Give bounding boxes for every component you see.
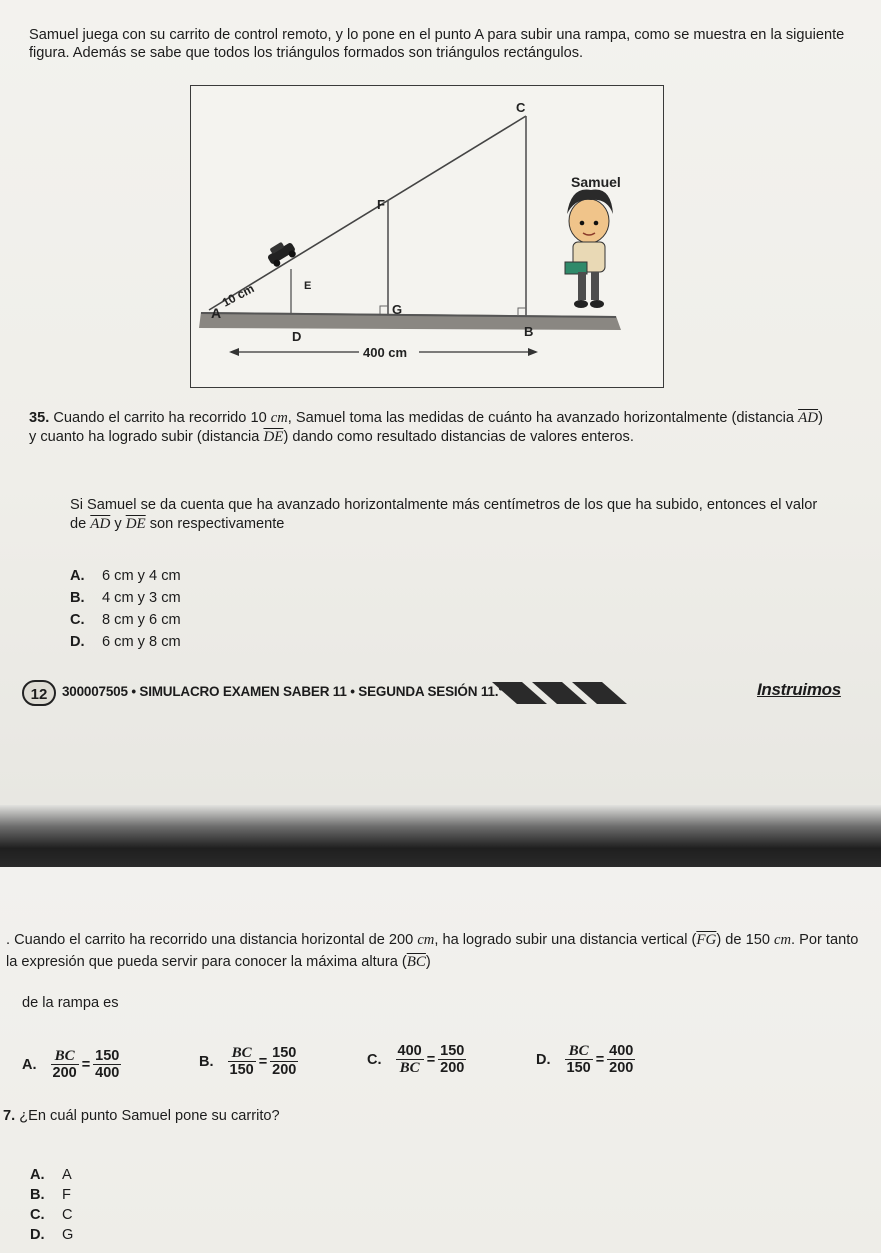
q36-lead: .: [6, 932, 11, 948]
question-35: [29, 409, 829, 447]
label-g: G: [392, 302, 403, 317]
q35-text-1: Cuando el carrito ha recorrido 10: [53, 410, 271, 426]
fraction-right: [270, 1045, 298, 1078]
q36-unit-2: cm: [774, 932, 792, 948]
dim-arrow-right: [528, 348, 538, 356]
question-37-text: ¿En cuál punto Samuel pone su carrito?: [19, 1108, 280, 1124]
toy-car-icon: [264, 238, 298, 269]
denominator: 200: [609, 1060, 634, 1076]
option-letter: C.: [70, 612, 85, 628]
question-35-prompt: [70, 496, 832, 534]
option-letter: D.: [70, 634, 85, 650]
numerator: BC: [228, 1045, 256, 1062]
numerator: 150: [272, 1045, 297, 1061]
prompt-segment-ad: $\overline{AD}$: [90, 516, 111, 532]
denominator: 200: [52, 1065, 77, 1081]
intro-paragraph: Samuel juega con su carrito de control remoto, y lo pone en el punto A para subir una rampa, como se muestra en la siguiente figura. Además se sabe que todos los triángulos formados son triángulos rectángulos.: [29, 27, 845, 61]
ramp-figure: [190, 85, 664, 388]
denominator: 200: [272, 1062, 297, 1078]
label-f: F: [377, 197, 385, 212]
option-letter: A.: [30, 1167, 45, 1183]
q36-text-4: . Por tanto la expresión que pueda servir para conocer la máxima altura (: [6, 932, 859, 970]
label-d: D: [292, 329, 302, 344]
option-letter: A.: [70, 568, 85, 584]
numerator: BC: [51, 1048, 79, 1065]
q35-text-3: ) y cuanto ha logrado subir (distancia: [29, 410, 823, 445]
option-text: 8 cm y 6 cm: [102, 612, 181, 628]
option-letter: B.: [199, 1053, 214, 1070]
question-36: [6, 929, 866, 973]
q35-prompt-text-2: son respectivamente: [145, 516, 285, 532]
fraction-right: [438, 1043, 466, 1076]
q35-prompt-and: y: [110, 516, 126, 532]
q36-option-a[interactable]: [22, 1048, 121, 1081]
option-letter: D.: [536, 1051, 551, 1068]
label-a: A: [211, 305, 222, 321]
option-text: 6 cm y 8 cm: [102, 634, 181, 650]
denominator: 150: [566, 1060, 591, 1076]
segment-fg-label: $\overline{FG}$: [696, 932, 717, 948]
q36-option-d[interactable]: [536, 1043, 635, 1076]
question-37-number: 7.: [3, 1108, 16, 1124]
q37-option-a[interactable]: [30, 1167, 72, 1183]
page-footer: [22, 680, 852, 706]
segment-de-label: $\overline{DE}$: [263, 429, 284, 445]
q37-option-c[interactable]: [30, 1207, 73, 1223]
option-text: C: [62, 1207, 73, 1223]
page-gap-shadow: [0, 805, 881, 867]
fraction-left: [228, 1045, 256, 1078]
q36-text-5: ): [425, 954, 431, 970]
q35-prompt-text-1: Si Samuel se da cuenta que ha avanzado horizontalmente más centímetros de los que ha subido, entonces el valor de: [70, 497, 818, 532]
numerator: BC: [565, 1043, 593, 1060]
q35-option-c[interactable]: [70, 612, 181, 628]
label-10cm: 10 cm: [219, 281, 257, 310]
ramp-line: [209, 116, 526, 310]
right-angle-b: [518, 308, 526, 316]
q35-option-d[interactable]: [70, 634, 181, 650]
q36-text-1: Cuando el carrito ha recorrido una distancia horizontal de 200: [14, 932, 418, 948]
fraction-right: [93, 1048, 121, 1081]
page-number-badge: 12: [22, 680, 56, 706]
ramp-diagram: [191, 86, 663, 387]
fraction-left: [51, 1048, 79, 1081]
numerator: 150: [95, 1048, 120, 1064]
numerator: 400: [397, 1043, 422, 1059]
option-letter: C.: [30, 1207, 45, 1223]
samuel-figure-icon: [565, 190, 613, 309]
segment-ad-label: $\overline{AD}$: [798, 410, 819, 426]
equals-sign: =: [258, 1053, 268, 1070]
label-400cm: 400 cm: [363, 345, 408, 360]
q35-text-2: , Samuel toma las medidas de cuánto ha avanzado horizontalmente (distancia: [287, 410, 799, 426]
segment-bc-label: $\overline{BC}$: [406, 954, 426, 970]
option-letter: B.: [30, 1187, 45, 1203]
q36-text-2: , ha logrado subir una distancia vertical (: [434, 932, 697, 948]
q35-option-a[interactable]: [70, 568, 181, 584]
option-letter: C.: [367, 1051, 382, 1068]
q37-option-d[interactable]: [30, 1227, 73, 1243]
q35-option-b[interactable]: [70, 590, 181, 606]
option-text: 4 cm y 3 cm: [102, 590, 181, 606]
brand-logo: Instruimos: [757, 680, 841, 699]
equals-sign: =: [426, 1051, 436, 1068]
exam-code: 300007505 • SIMULACRO EXAMEN SABER 11 • SEGUNDA SESIÓN 11.°: [62, 684, 504, 699]
label-b: B: [524, 324, 534, 339]
q36-option-c[interactable]: [367, 1043, 466, 1076]
q35-text-4: ) dando como resultado distancias de valores enteros.: [283, 429, 634, 445]
option-text: G: [62, 1227, 74, 1243]
fraction-left: [565, 1043, 593, 1076]
question-36-tail: de la rampa es: [22, 995, 119, 1011]
q36-text-3: ) de 150: [716, 932, 774, 948]
prompt-segment-de: $\overline{DE}$: [125, 516, 146, 532]
option-letter: D.: [30, 1227, 45, 1243]
right-angle-g: [380, 306, 388, 314]
numerator: 400: [609, 1043, 634, 1059]
footer-stripes-icon: [492, 682, 632, 704]
option-text: A: [62, 1167, 72, 1183]
q35-unit: cm: [270, 410, 288, 426]
label-c: C: [516, 100, 526, 115]
q36-option-b[interactable]: [199, 1045, 298, 1078]
label-samuel: Samuel: [571, 174, 621, 190]
dim-arrow-left: [229, 348, 239, 356]
denominator: 200: [440, 1060, 465, 1076]
denominator: 400: [95, 1065, 120, 1081]
label-e: E: [304, 280, 312, 292]
option-text: F: [62, 1187, 71, 1203]
denominator: 150: [229, 1062, 254, 1078]
question-35-number: 35.: [29, 410, 50, 426]
q37-option-b[interactable]: [30, 1187, 71, 1203]
fraction-left: [396, 1043, 424, 1076]
equals-sign: =: [81, 1056, 91, 1073]
denominator: BC: [399, 1060, 420, 1076]
option-text: 6 cm y 4 cm: [102, 568, 181, 584]
q36-unit: cm: [417, 932, 435, 948]
fraction-right: [607, 1043, 635, 1076]
numerator: 150: [440, 1043, 465, 1059]
equals-sign: =: [595, 1051, 605, 1068]
question-37: [3, 1107, 280, 1126]
option-letter: A.: [22, 1056, 37, 1073]
option-letter: B.: [70, 590, 85, 606]
